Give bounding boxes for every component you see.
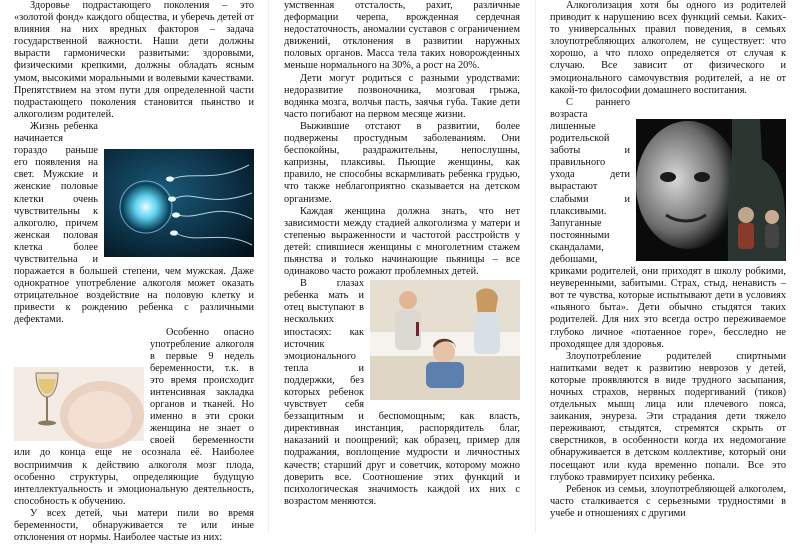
neuroses-paragraph: Злоупотребление родителей спиртными напитками ведет к развитию неврозов у детей, которые проявляются в виде трудного засыпания, ночных страхов, нервных подергиваний (тиков) отдельных мышц лица или плечевого пояса, заикания, энуреза. Эти страдания дети тяжело переживают, стыдятся, стремятся скрыть от сверстников, в особенности когда их недомогание обнаруживается в детском коллективе, который они посещают или куда временно попали. Все это глубоко травмирует психику ребенка. (550, 350, 786, 483)
parents-arguing-child (370, 280, 520, 400)
neglect-paragraph: С раннего возраста лишенные родительской заботы и правильного ухода дети вырастают слабыми и плаксивыми. Запуганные постоянными скандалами, дебошами, криками родителей, они приходят в школу робкими, неуверенными, забитыми. Страх, стыд, ненависть – вот те чувства, которые испытывают дети в условиях «пьяного быта». Дети обычно стыдятся таких родителей. Для них это всегда остро переживаемое глубоко личное «потаенное горе», бесследно не проходящее для здоровья. (550, 96, 786, 350)
right-column (550, 0, 786, 533)
sperm-cell-illustration (104, 149, 254, 257)
child-bottle-image (636, 119, 786, 261)
deviations-paragraph: У всех детей, чьи матери пили во время беременности, обнаруживается те или иные отклонения от нормы. Наиболее частые из них: (14, 507, 254, 544)
middle-column (284, 0, 520, 533)
left-column (14, 0, 254, 544)
sperm-cell-image (104, 149, 254, 257)
conception-paragraph: Жизнь ребенка начинается гораздо раньше его появления на свет. Мужские и женские половые клетки очень чувствительны к алкоголю, причем женская половая клетка более чувствительна и поражается в большей степени, чем мужская. Даже однократное употребление алкоголя может оказать отрицательное воздействие на половую клетку и привести к рождению ребенка с различными дефектами. (14, 120, 254, 326)
child-behind-bottle (636, 119, 786, 261)
family-functions-paragraph: Алкоголизация хотя бы одного из родителей приводит к нарушению всех функций семьи. Каких-то универсальных правил поведения, в семьях злоупотребляющих алкоголем, не существует: что хорошо, а что плохо определяется от случая к случаю. Все зависит от физического и эмоционального самочувствия родителей, а не от какой-то философии домашнего воспитания. (550, 0, 786, 96)
survivors-paragraph: Выжившие отстают в развитии, более подвержены простудным заболеваниям. Они беспокойны, раздражительны, непослушны, капризны, плаксивы. Пьющие женщины, как правило, не способны вскармливать ребенка грудью, что также неблагоприятно сказывается на детском организме. (284, 120, 520, 205)
alcoholism-stage-paragraph: Каждая женщина должна знать, что нет зависимости между стадией алкоголизма у матери и степенью выраженности и частотой расстройств у детей: спившиеся женщины с многолетним стажем пьянства и только начинающие пьяницы – все одинаково часто рожают проблемных детей. (284, 205, 520, 278)
deformities-paragraph: Дети могут родиться с разными уродствами: недоразвитие позвоночника, мозговая грыжа, водянка мозга, волчья пасть, заячья губа. Такие дети часто погибают на первом месяце жизни. (284, 72, 520, 120)
difficulties-paragraph: Ребенок из семьи, злоупотребляющей алкоголем, часто сталкивается с серьезными трудностями в учебе и отношениях с другими (550, 483, 786, 519)
column-divider (268, 0, 269, 533)
pregnant-woman-image (14, 367, 144, 441)
pregnant-woman-with-wine-glass (14, 367, 144, 441)
parents-roles-paragraph: В глазах ребенка мать и отец выступают в нескольких ипостасях: как источник эмоционального тепла и поддержки, без которых ребенок чувствует себя беззащитным и беспомощным; как власть, директивная инстанция, распорядитель благ, наказаний и поощрений; как образец, пример для подражания, воплощение мудрости и личностных качеств; старший друг и советчик, которому можно доверить все. Соотношение этих функций и психологическая значимость каждой их них с возрастом меняются. (284, 278, 520, 507)
column-divider (535, 0, 536, 533)
first-weeks-paragraph: Особенно опасно употребление алкоголя в первые 9 недель беременности, т.к. в это время происходит интенсивная закладка органов и тканей. Но именно в эти сроки женщина не знает о своей беременности или до конца еще не осознала её. Наиболее восприимчив к действию алкоголя мозг плода, особенно структуры, определяющие будущую интеллектуальность и эмоциональную деятельность, способность к обучению. (14, 326, 254, 507)
anomalies-paragraph: умственная отсталость, рахит, различные деформации черепа, врожденная сердечная недостаточность, аномалии суставов с ограничением движений, отклонения в развитии наружных половых органов. Масса тела таких новорожденных меньше нормального на 30%, а рост на 20%. (284, 0, 520, 72)
family-quarrel-image (370, 280, 520, 400)
intro-paragraph: Здоровье подрастающего поколения – это «золотой фонд» каждого общества, и уберечь детей от влияния на них вредных факторов – задача государственной важности. Наши дети должны вырасти гармонически развитыми: здоровыми, физическими крепкими, должны обладать ясным умом, высокими моральными и волевыми качествами. Препятствием на этом пути для определенной части подрастающего поколения становится пьянство и алкоголизм родителей. (14, 0, 254, 120)
